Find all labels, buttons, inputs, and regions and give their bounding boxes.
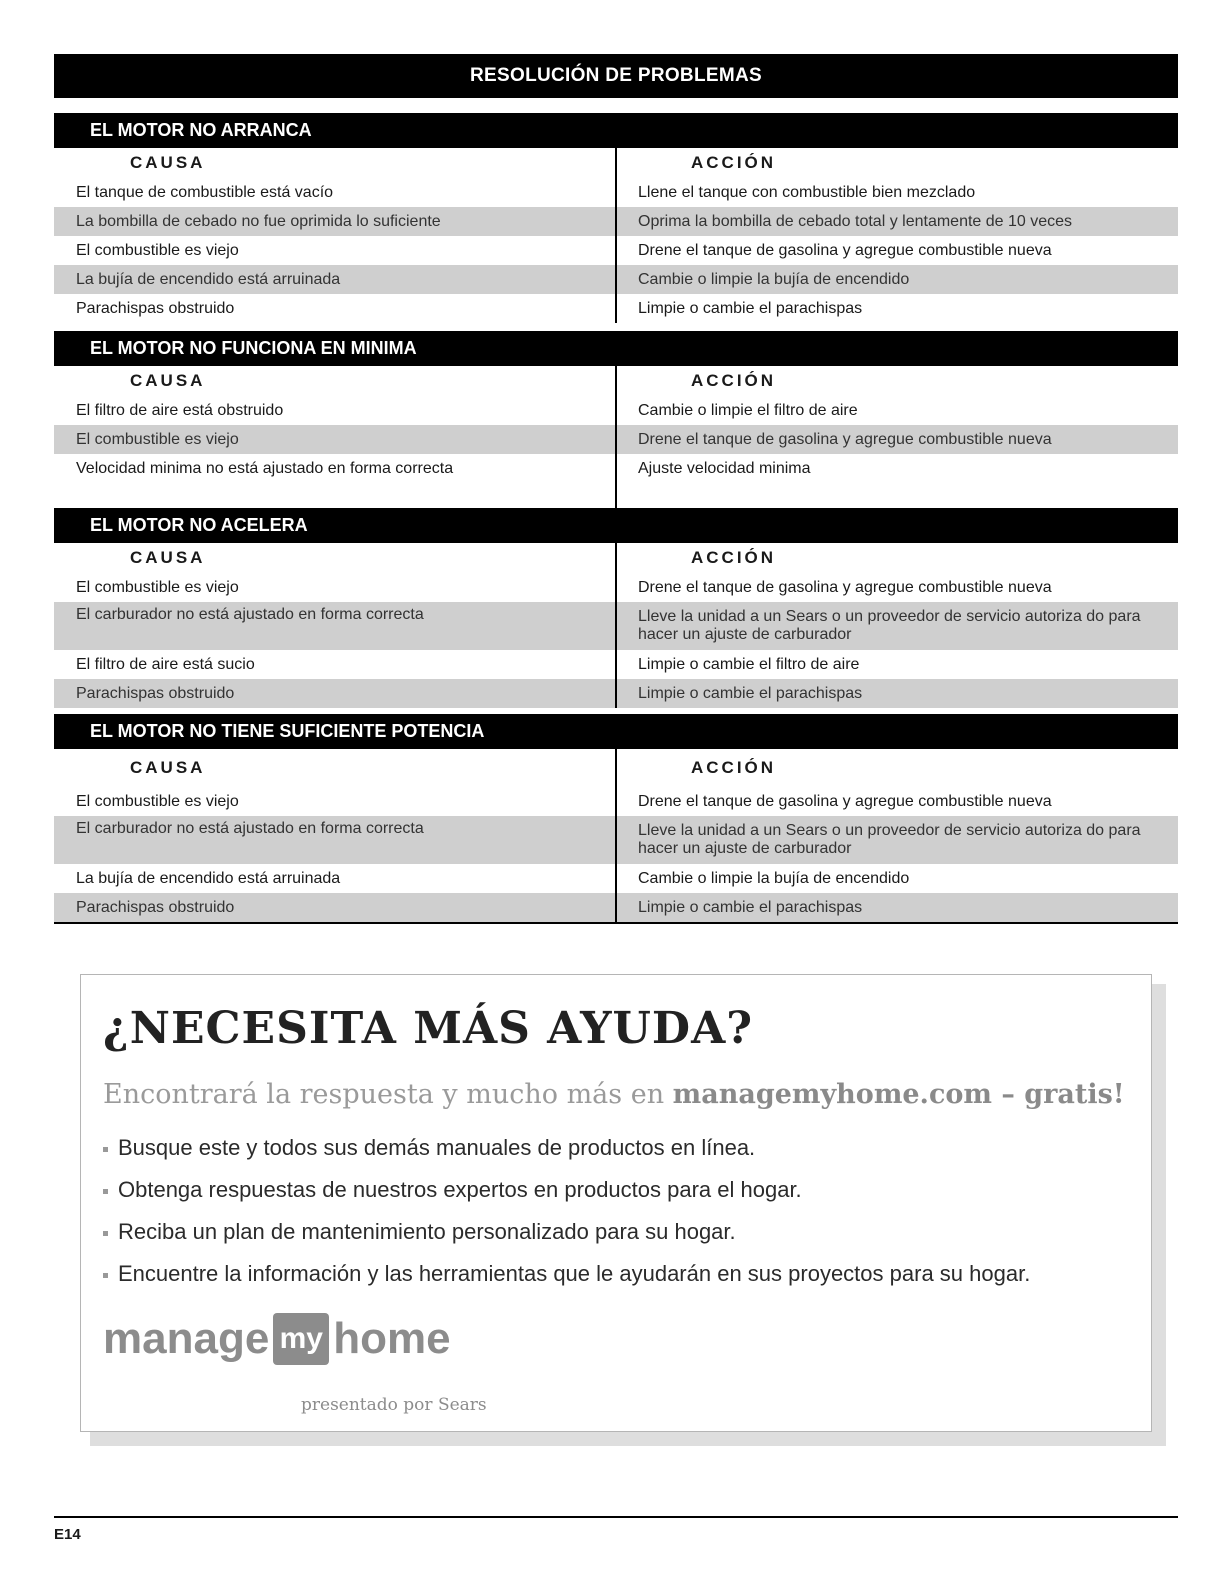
action-cell: Cambie o limpie la bujía de encendido [638, 869, 910, 887]
list-item [103, 1253, 1030, 1295]
logo-tagline: presentado por Sears [301, 1395, 487, 1415]
list-item [103, 1127, 1030, 1169]
action-header: ACCIÓN [691, 548, 777, 567]
list-item-text: Reciba un plan de mantenimiento personalizado para su hogar. [118, 1219, 736, 1244]
section-no-acelera [54, 508, 1178, 708]
cause-cell: El filtro de aire está sucio [76, 655, 255, 673]
cause-cell: El combustible es viejo [76, 430, 239, 448]
column-divider [615, 148, 617, 323]
logo-my-house-icon: my [273, 1313, 329, 1365]
action-cell: Limpie o cambie el parachispas [638, 299, 863, 317]
help-subtitle-prefix: Encontrará la respuesta y mucho más en [103, 1079, 673, 1110]
cause-header: CAUSA [130, 548, 206, 567]
action-cell: Ajuste velocidad minima [638, 459, 811, 477]
cause-cell: El tanque de combustible está vacío [76, 183, 334, 201]
action-cell: Cambie o limpie la bujía de encendido [638, 270, 910, 288]
help-link[interactable]: managemyhome.com – gratis! [672, 1079, 1125, 1110]
managemyhome-logo [103, 1313, 451, 1365]
list-item-text: Encuentre la información y las herramientas que le ayudarán en sus proyectos para su hogar. [118, 1261, 1031, 1286]
list-item-text: Busque este y todos sus demás manuales de productos en línea. [118, 1135, 756, 1160]
section-no-arranca [54, 113, 1178, 323]
column-divider [615, 366, 617, 508]
cause-cell: El combustible es viejo [76, 241, 239, 259]
action-cell: Lleve la unidad a un Sears o un proveedor de servicio autoriza do para hacer un ajuste de carburador [638, 608, 1141, 643]
bullet-icon [103, 1189, 108, 1194]
list-item [103, 1169, 1030, 1211]
cause-cell: La bujía de encendido está arruinada [76, 869, 341, 887]
section-heading: EL MOTOR NO TIENE SUFICIENTE POTENCIA [54, 714, 1178, 749]
action-cell: Limpie o cambie el parachispas [638, 684, 863, 702]
page-number: E14 [54, 1526, 81, 1543]
bullet-icon [103, 1147, 108, 1152]
footer-divider [54, 1516, 1178, 1518]
column-divider [615, 543, 617, 708]
cause-cell: Parachispas obstruido [76, 299, 235, 317]
cause-cell: La bombilla de cebado no fue oprimida lo suficiente [76, 212, 441, 230]
section-heading: EL MOTOR NO FUNCIONA EN MINIMA [54, 331, 1178, 366]
section-heading: EL MOTOR NO ARRANCA [54, 113, 1178, 148]
action-header: ACCIÓN [691, 758, 777, 777]
action-cell: Limpie o cambie el parachispas [638, 898, 863, 916]
action-cell: Cambie o limpie el filtro de aire [638, 401, 858, 419]
bullet-icon [103, 1231, 108, 1236]
cause-cell: La bujía de encendido está arruinada [76, 270, 341, 288]
action-cell: Drene el tanque de gasolina y agregue combustible nueva [638, 430, 1052, 448]
section-no-funciona-minima [54, 331, 1178, 508]
action-cell: Drene el tanque de gasolina y agregue combustible nueva [638, 241, 1052, 259]
box-shadow [1152, 984, 1166, 1444]
cause-cell: El combustible es viejo [76, 578, 239, 596]
bullet-icon [103, 1273, 108, 1278]
section-heading: EL MOTOR NO ACELERA [54, 508, 1178, 543]
action-cell: Llene el tanque con combustible bien mezclado [638, 183, 976, 201]
cause-cell: Parachispas obstruido [76, 898, 235, 916]
action-header: ACCIÓN [691, 371, 777, 390]
action-cell: Lleve la unidad a un Sears o un proveedor de servicio autoriza do para hacer un ajuste de carburador [638, 822, 1141, 857]
cause-cell: Velocidad minima no está ajustado en forma correcta [76, 459, 454, 477]
cause-header: CAUSA [130, 153, 206, 172]
cause-cell: El carburador no está ajustado en forma correcta [76, 820, 424, 837]
action-cell: Limpie o cambie el filtro de aire [638, 655, 860, 673]
cause-header: CAUSA [130, 371, 206, 390]
help-subtitle [103, 1079, 1125, 1110]
help-list [103, 1127, 1030, 1295]
action-header: ACCIÓN [691, 153, 777, 172]
list-item-text: Obtenga respuestas de nuestros expertos en productos para el hogar. [118, 1177, 802, 1202]
section-no-potencia [54, 714, 1178, 924]
cause-cell: El filtro de aire está obstruido [76, 401, 284, 419]
action-cell: Drene el tanque de gasolina y agregue combustible nueva [638, 578, 1052, 596]
logo-home: home [333, 1314, 451, 1363]
logo-manage: manage [103, 1314, 270, 1363]
page-title: RESOLUCIÓN DE PROBLEMAS [54, 54, 1178, 98]
column-divider [615, 749, 617, 922]
action-cell: Drene el tanque de gasolina y agregue combustible nueva [638, 792, 1052, 810]
cause-cell: El combustible es viejo [76, 792, 239, 810]
help-title: ¿NECESITA MÁS AYUDA? [103, 1003, 753, 1054]
cause-cell: El carburador no está ajustado en forma correcta [76, 606, 424, 623]
list-item [103, 1211, 1030, 1253]
box-shadow [90, 1432, 1166, 1446]
action-cell: Oprima la bombilla de cebado total y lentamente de 10 veces [638, 212, 1073, 230]
cause-header: CAUSA [130, 758, 206, 777]
help-box [80, 974, 1152, 1432]
cause-cell: Parachispas obstruido [76, 684, 235, 702]
